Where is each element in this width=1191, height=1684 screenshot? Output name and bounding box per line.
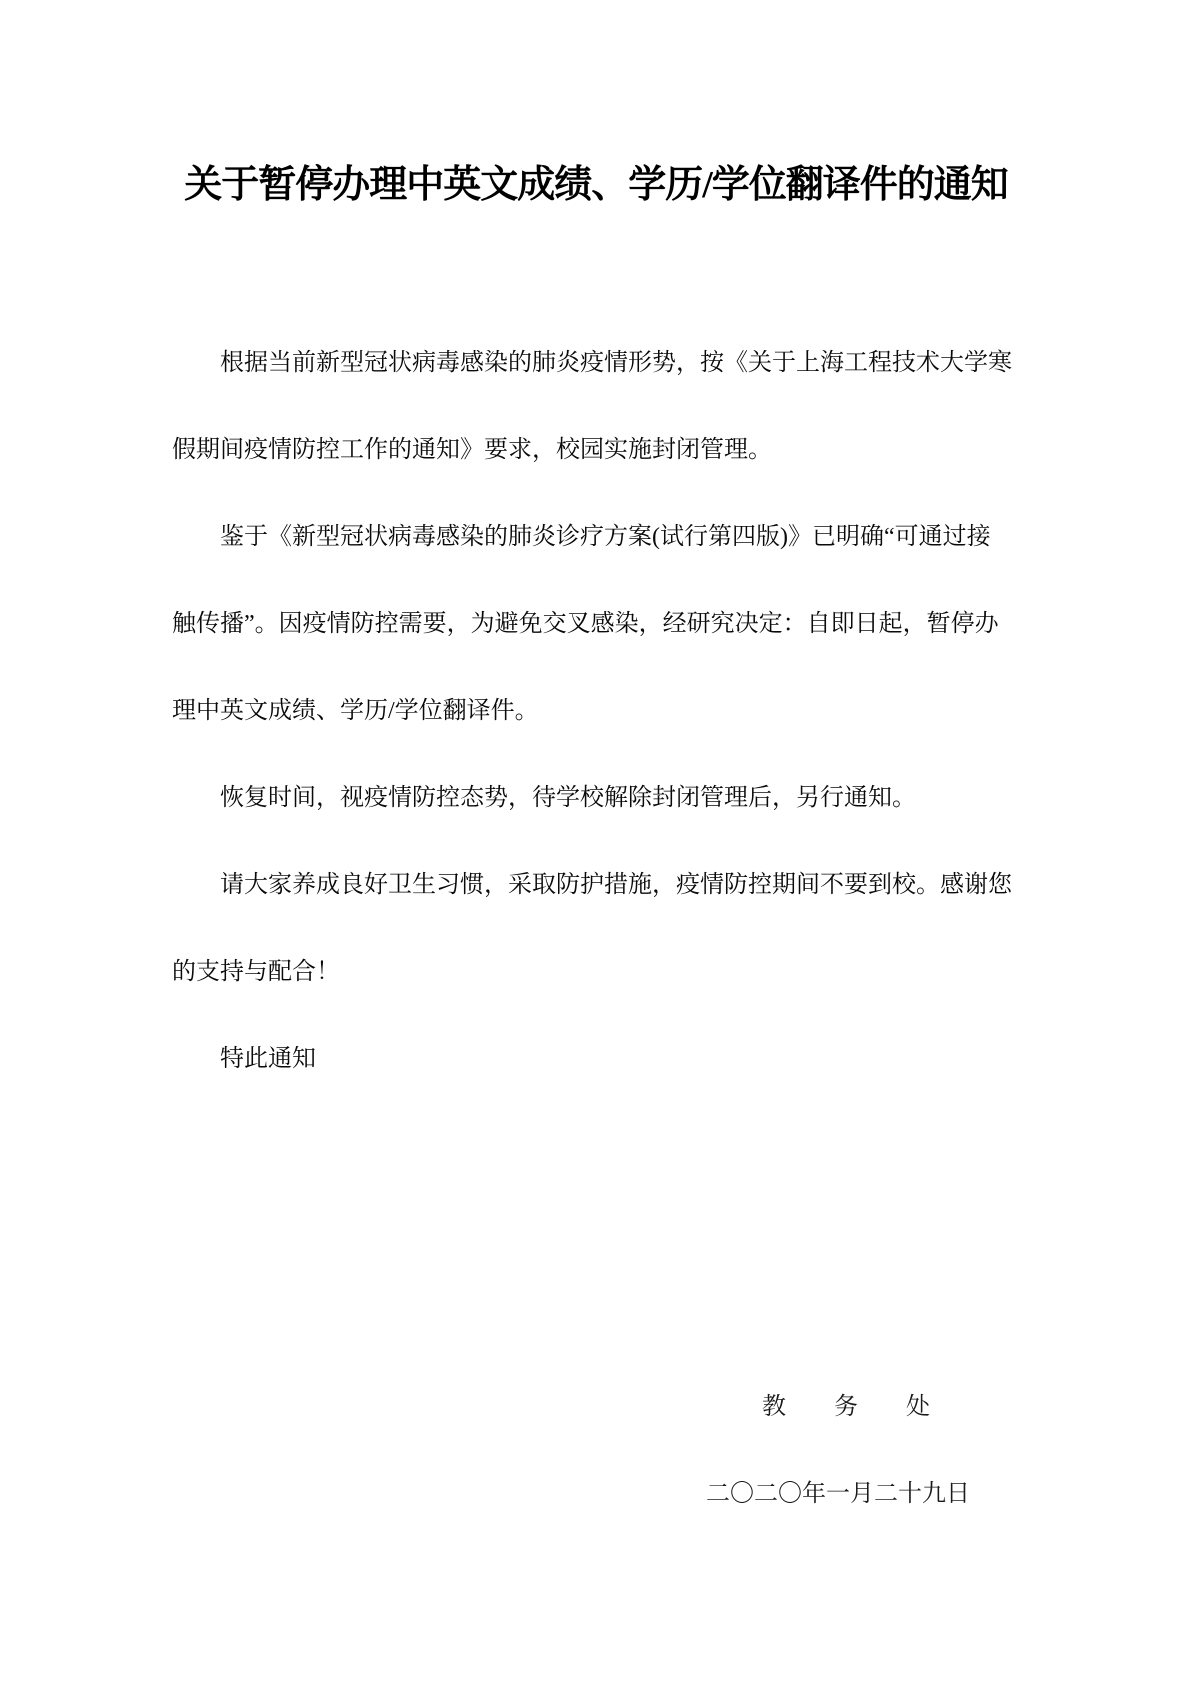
signoff-department: 教 务 处 — [762, 1394, 930, 1420]
signoff-date: 二〇二〇年一月二十九日 — [706, 1481, 970, 1507]
page-title: 关于暂停办理中英文成绩、学历/学位翻译件的通知 — [184, 164, 1008, 206]
paragraph-line: 请大家养成良好卫生习惯，采取防护措施，疫情防控期间不要到校。感谢您 — [220, 872, 1012, 898]
paragraph-line: 根据当前新型冠状病毒感染的肺炎疫情形势，按《关于上海工程技术大学寒 — [220, 350, 1012, 376]
paragraph-line: 假期间疫情防控工作的通知》要求，校园实施封闭管理。 — [172, 437, 772, 463]
paragraph-line: 鉴于《新型冠状病毒感染的肺炎诊疗方案(试行第四版)》已明确“可通过接 — [220, 524, 991, 550]
paragraph-line: 理中英文成绩、学历/学位翻译件。 — [172, 698, 539, 724]
signoff-block — [172, 1364, 1020, 1538]
paragraph-line: 特此通知 — [220, 1046, 316, 1072]
paragraph-line: 的支持与配合！ — [172, 959, 340, 985]
paragraph-line: 恢复时间，视疫情防控态势，待学校解除封闭管理后，另行通知。 — [220, 785, 916, 811]
paragraph-line: 触传播”。因疫情防控需要，为避免交叉感染，经研究决定：自即日起，暂停办 — [172, 611, 999, 637]
document-body — [172, 320, 1020, 1103]
notice-content — [0, 163, 1191, 1538]
